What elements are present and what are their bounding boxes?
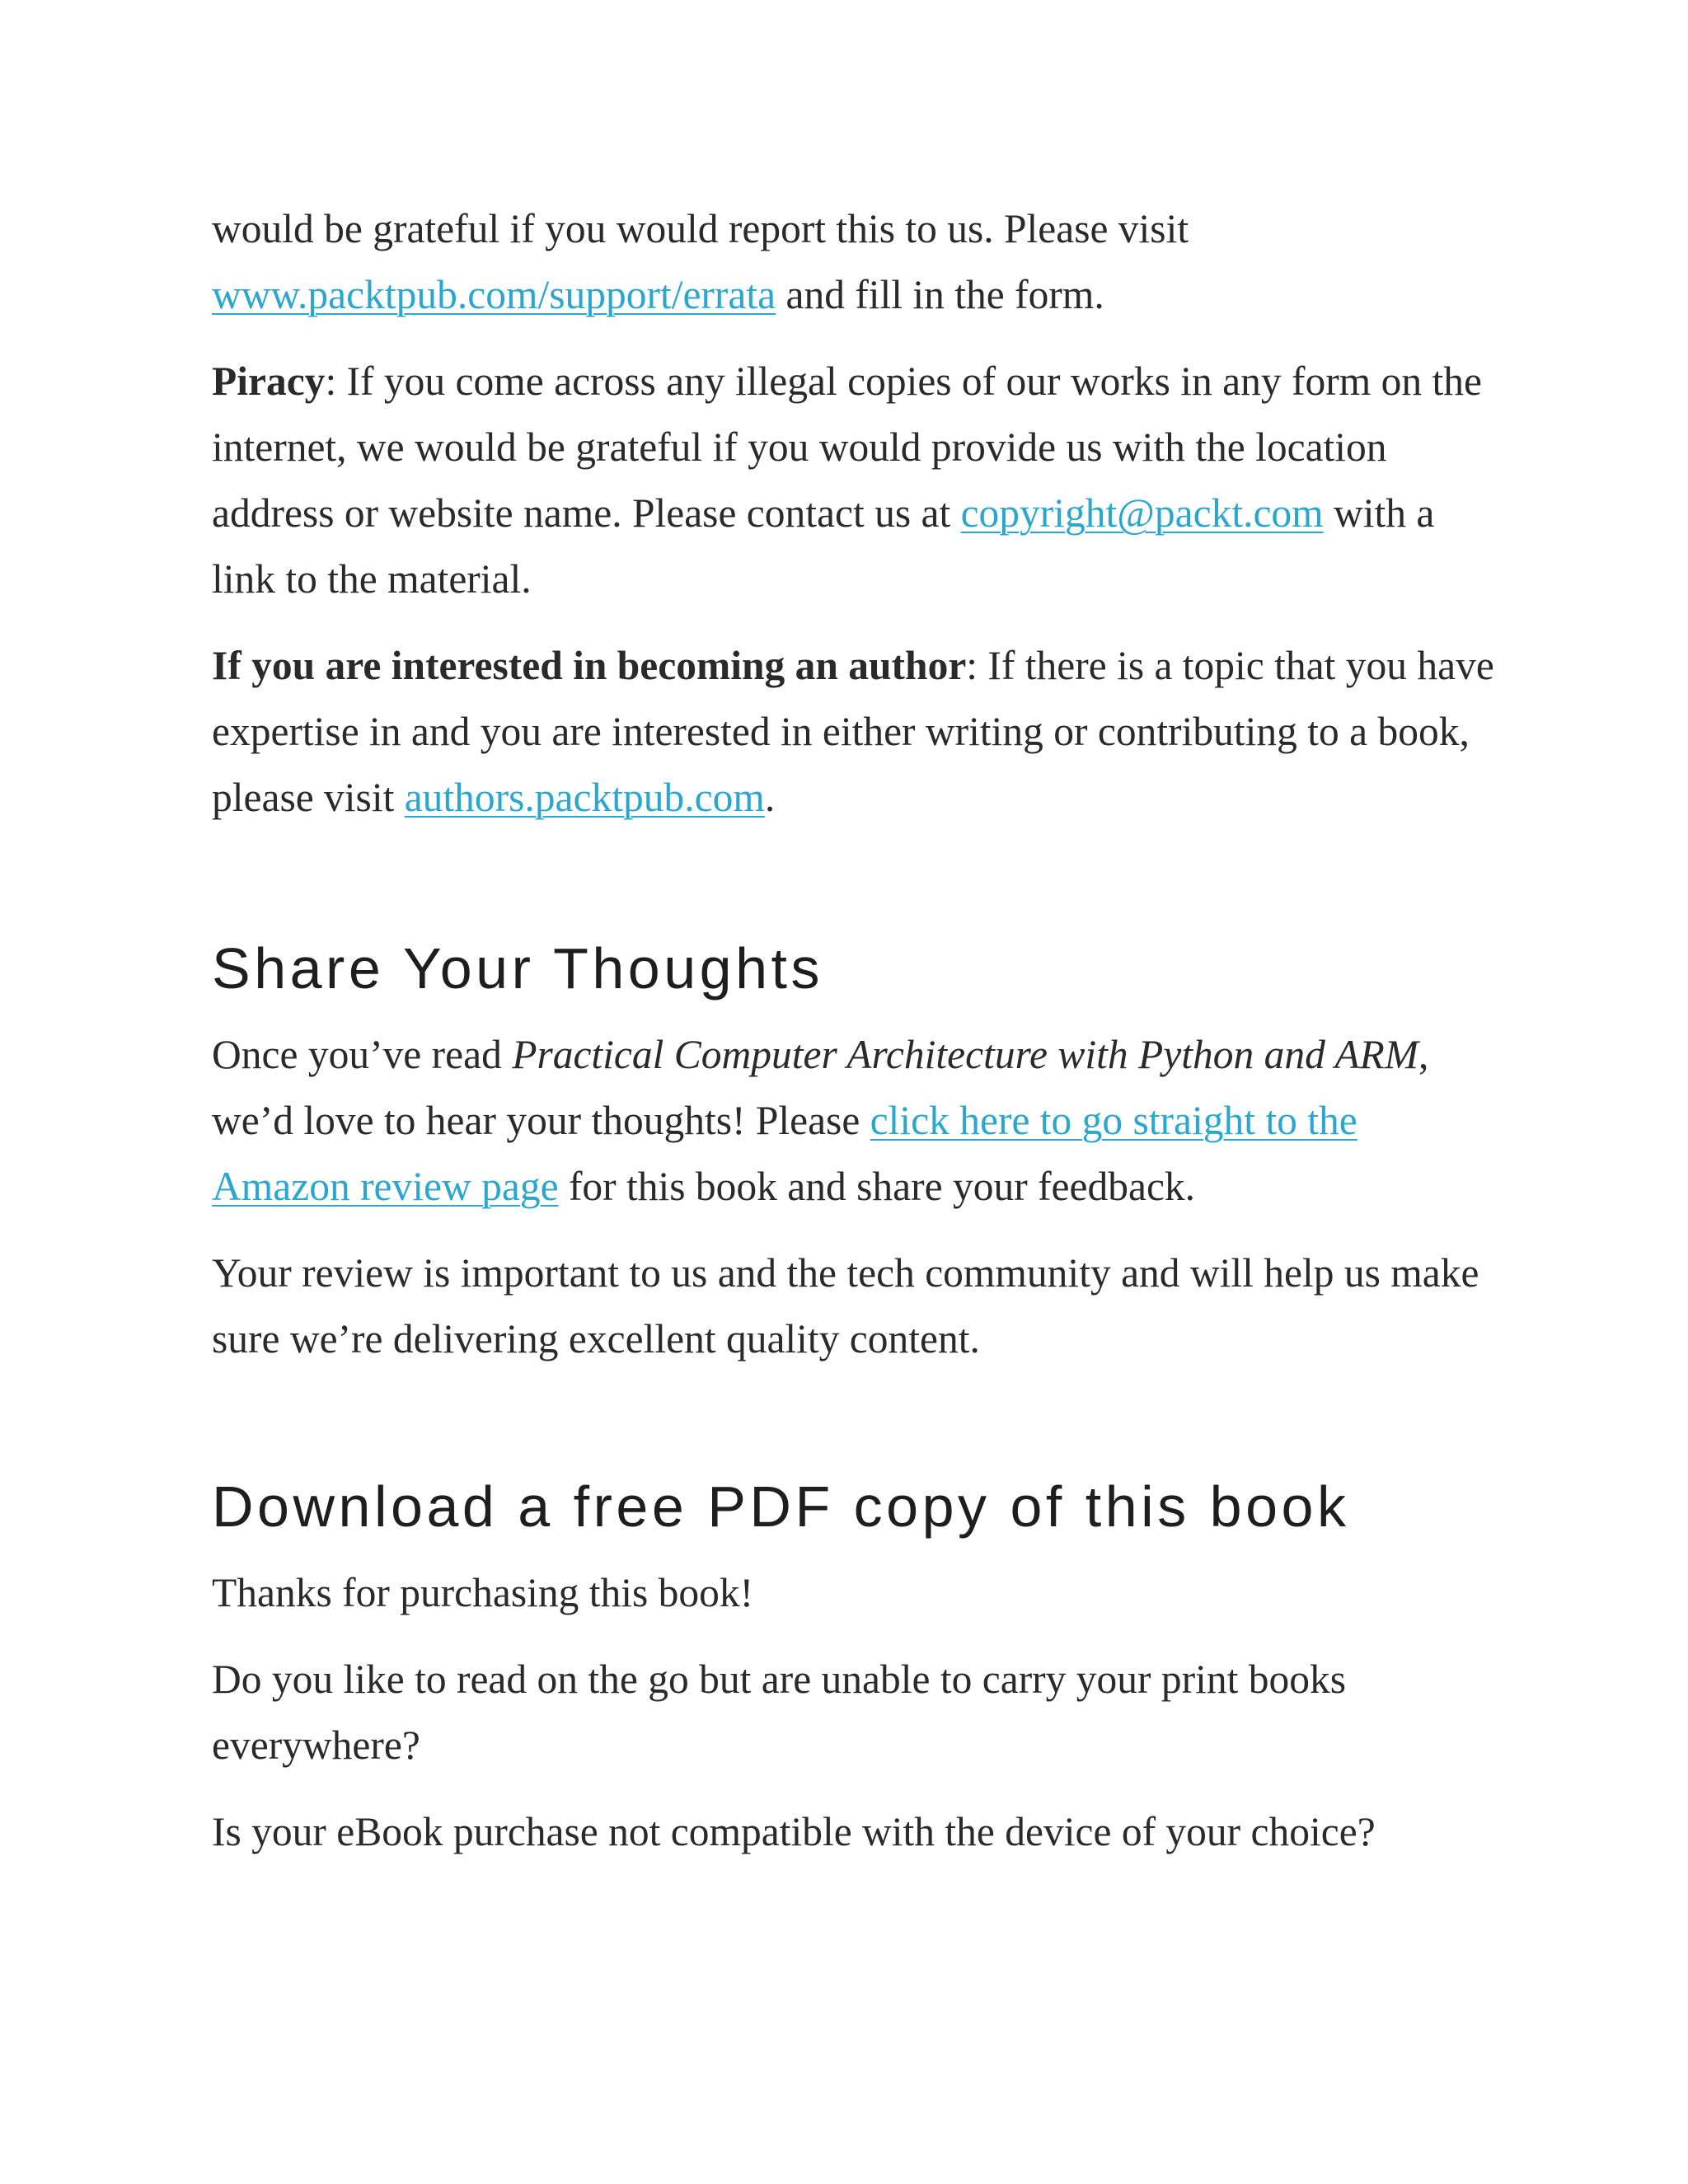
piracy-text-1: : If you come across any illegal copies of our works in any form on the internet, we would be grateful if you would provide us with the location address or website name. Please contact us at [212,359,1482,536]
author-text-2: . [764,775,776,820]
share-paragraph-1 [212,1022,1498,1220]
download-paragraph-1: Thanks for purchasing this book! [212,1570,754,1615]
author-label: If you are interested in becoming an author [212,643,967,688]
authors-link[interactable]: authors.packtpub.com [404,775,765,820]
piracy-text-2: with a link to the material. [212,490,1435,602]
share-text-1: Once you’ve read [212,1032,513,1077]
page-content [212,196,1498,1886]
author-paragraph [212,633,1498,831]
share-text-2: , we’d love to hear your thoughts! Please [212,1032,1429,1143]
author-text-1: : If there is a topic that you have expertise in and you are interested in either writing or contributing to a book, please visit [212,643,1494,820]
share-thoughts-heading: Share Your Thoughts [212,936,823,1001]
errata-text-2: and fill in the form. [776,272,1104,317]
share-text-3: for this book and share your feedback. [558,1164,1196,1209]
download-paragraph-2: Do you like to read on the go but are unable to carry your print books everywhere? [212,1657,1347,1768]
piracy-paragraph [212,349,1498,612]
download-paragraph-3: Is your eBook purchase not compatible with the device of your choice? [212,1809,1376,1854]
amazon-review-link[interactable]: click here to go straight to the Amazon review page [212,1098,1357,1209]
errata-link[interactable]: www.packtpub.com/support/errata [212,272,776,317]
book-title: Practical Computer Architecture with Python and ARM [512,1032,1419,1077]
errata-text-1: would be grateful if you would report this to us. Please visit [212,206,1189,251]
share-paragraph-2: Your review is important to us and the tech community and will help us make sure we’re delivering excellent quality content. [212,1250,1479,1361]
piracy-label: Piracy [212,359,326,404]
copyright-email-link[interactable]: copyright@packt.com [960,490,1324,536]
download-pdf-heading: Download a free PDF copy of this book [212,1474,1350,1539]
errata-paragraph [212,196,1498,328]
